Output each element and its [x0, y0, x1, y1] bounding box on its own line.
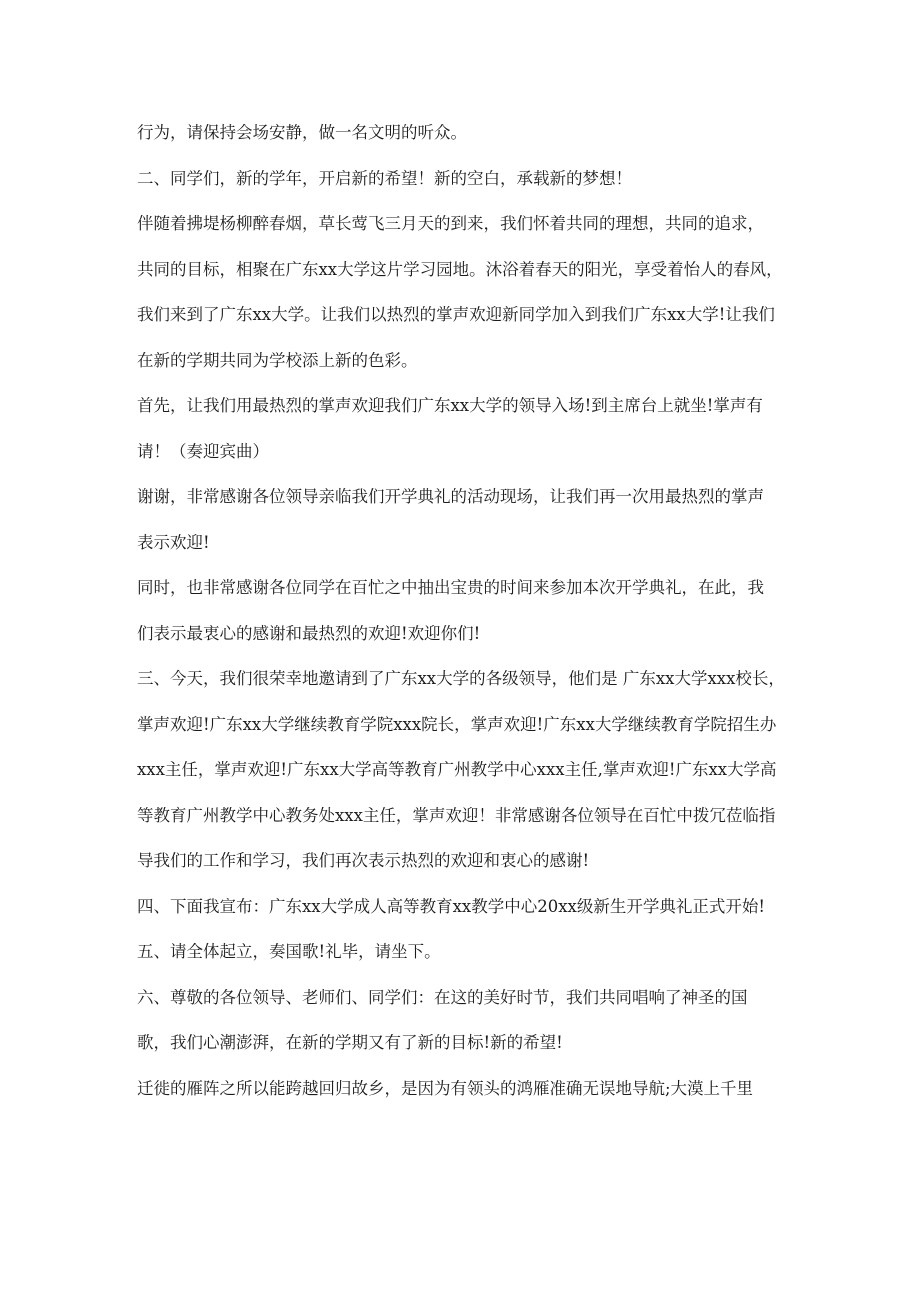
text-line: 们表示最衷心的感谢和最热烈的欢迎!欢迎你们! — [137, 623, 481, 643]
text-line: 六、尊敬的各位领导、老师们、同学们：在这的美好时节，我们共同唱响了神圣的国 — [137, 987, 748, 1007]
text-line: 同时，也非常感谢各位同学在百忙之中抽出宝贵的时间来参加本次开学典礼，在此，我 — [137, 578, 764, 597]
text-line: 请！（奏迎宾曲） — [137, 441, 269, 461]
text-line: 我们来到了广东xx大学。让我们以热烈的掌声欢迎新同学加入到我们广东xx大学!让我们 — [137, 305, 775, 324]
text-line: 导我们的工作和学习，我们再次表示热烈的欢迎和衷心的感谢! — [137, 851, 590, 870]
text-line: 行为，请保持会场安静，做一名文明的听众。 — [137, 123, 467, 142]
text-line: 首先，让我们用最热烈的掌声欢迎我们广东xx大学的领导入场!到主席台上就坐!掌声有 — [137, 396, 763, 415]
text-line: 歌，我们心潮澎湃，在新的学期又有了新的目标!新的希望! — [137, 1033, 563, 1052]
text-line: 四、下面我宣布：广东xx大学成人高等教育xx教学中心20xx级新生开学典礼正式开始! — [137, 896, 765, 916]
text-line: 表示欢迎! — [137, 532, 210, 552]
text-line: 二、同学们，新的学年，开启新的希望！新的空白，承载新的梦想！ — [137, 168, 632, 188]
document-body — [137, 118, 797, 1119]
text-line: 共同的目标，相聚在广东xx大学这片学习园地。沐浴着春天的阳光，享受着怡人的春风， — [137, 259, 783, 279]
text-line: 迁徙的雁阵之所以能跨越回归故乡，是因为有领头的鸿雁准确无误地导航;大漠上千里 — [137, 1078, 754, 1098]
text-line: xxx主任，掌声欢迎!广东xx大学高等教育广州教学中心xxx主任,掌声欢迎!广东xx大学高 — [137, 760, 777, 779]
text-line: 谢谢，非常感谢各位领导亲临我们开学典礼的活动现场，让我们再一次用最热烈的掌声 — [137, 487, 764, 506]
text-line: 伴随着拂堤杨柳醉春烟，草长莺飞三月天的到来，我们怀着共同的理想，共同的追求， — [137, 214, 764, 233]
text-line: 三、今天，我们很荣幸地邀请到了广东xx大学的各级领导，他们是 广东xx大学xxx校长， — [137, 669, 785, 688]
text-line: 掌声欢迎!广东xx大学继续教育学院xxx院长，掌声欢迎!广东xx大学继续教育学院招生办 — [137, 714, 777, 734]
text-line: 等教育广州教学中心教务处xxx主任，掌声欢迎！非常感谢各位领导在百忙中拨冗莅临指 — [137, 805, 776, 825]
text-line: 在新的学期共同为学校添上新的色彩。 — [137, 350, 418, 370]
text-line: 五、请全体起立，奏国歌!礼毕，请坐下。 — [137, 942, 441, 961]
